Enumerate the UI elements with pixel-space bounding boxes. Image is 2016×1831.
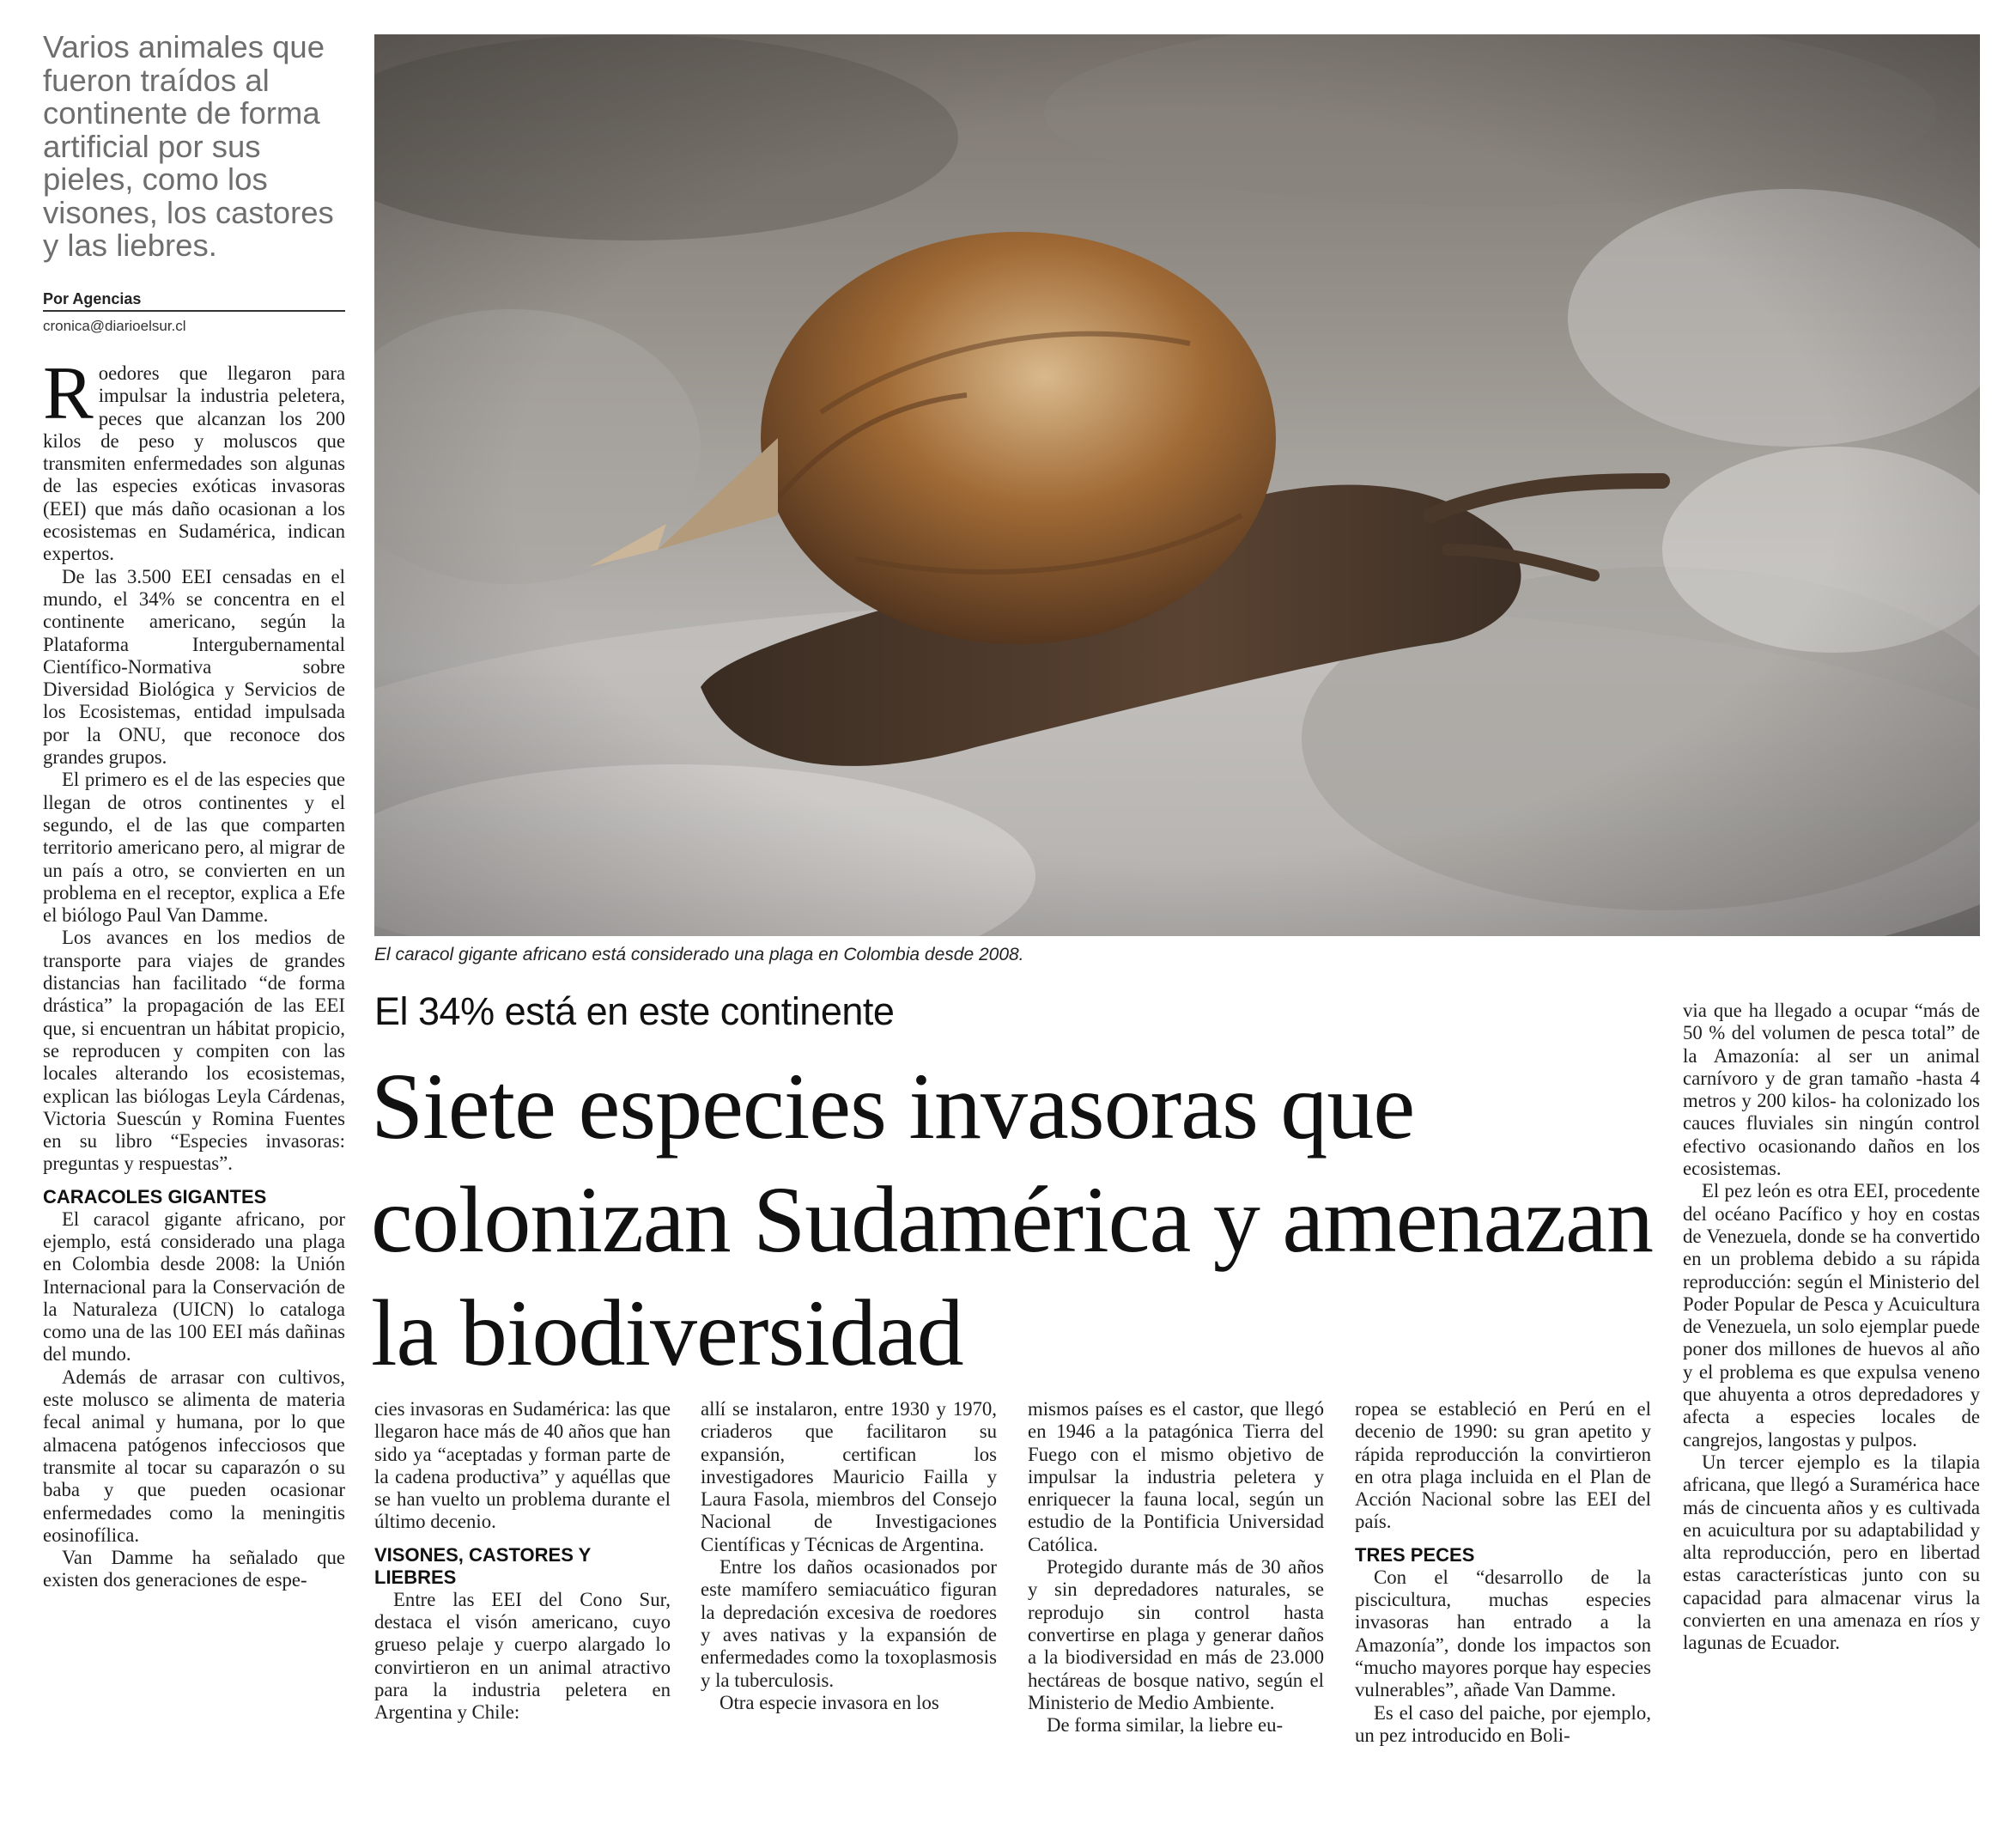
paragraph: cies invasoras en Sudamérica: las que llegaron hace más de 40 años que han sido ya “aceptadas y forman parte de la cadena productiva” y aquéllas que se han vuelto un problema durante el último decenio. [374, 1398, 671, 1533]
paragraph: Van Damme ha señalado que existen dos generaciones de espe- [43, 1547, 345, 1591]
byline: Por Agencias [43, 290, 345, 312]
photo-caption: El caracol gigante africano está considerado una plaga en Colombia desde 2008. [374, 945, 1024, 964]
article-column-5 [1355, 1398, 1651, 1747]
paragraph: mismos países es el castor, que llegó en 1946 a la patagónica Tierra del Fuego con el mismo objetivo de impulsar la industria peletera y enriquecer la fauna local, según un estudio de la Pontificia Universidad Católica. [1028, 1398, 1324, 1555]
paragraph-text: oedores que llegaron para impulsar la industria peletera, peces que alcanzan los 200 kilos de peso y moluscos que transmiten enfermedades son algunas de las especies exóticas invasoras (EEI) que más daño ocasionan a los ecosistemas en Sudamérica, indican expertos. [43, 362, 345, 565]
subheading-visones: VISONES, CASTORES Y LIEBRES [374, 1543, 591, 1588]
snail-photo [374, 34, 1980, 936]
kicker: El 34% está en este continente [374, 989, 895, 1033]
paragraph: allí se instalaron, entre 1930 y 1970, criaderos que facilitaron su expansión, certifican los investigadores Mauricio Failla y Laura Fasola, miembros del Consejo Nacional de Investigaciones Científicas y Técnicas de Argentina. [701, 1398, 997, 1555]
article-column-1 [43, 352, 345, 1592]
paragraph: Los avances en los medios de transporte para viajes de grandes distancias han facilitado “de forma drástica” la propagación de las EEI que, si encuentran un hábitat propicio, se reproducen y compiten con las locales alterando los ecosistemas, explican las biólogas Leyla Cárdenas, Victoria Suescún y Romina Fuentes en su libro “Especies invasoras: preguntas y respuestas”. [43, 927, 345, 1175]
author-email: cronica@diarioelsur.cl [43, 318, 186, 334]
paragraph: Entre las EEI del Cono Sur, destaca el visón americano, cuyo grueso pelaje y cuerpo alargado lo convirtieron en un animal atractivo para la industria peletera en Argentina y Chile: [374, 1588, 671, 1724]
paragraph: De forma similar, la liebre eu- [1047, 1714, 1284, 1737]
drop-cap: R [43, 352, 94, 435]
paragraph: Entre los daños ocasionados por este mamífero semiacuático figuran la depredación excesiva de roedores y aves nativas y la expansión de enfermedades como la toxoplasmosis y la tuberculosis. [701, 1556, 997, 1691]
paragraph: Además de arrasar con cultivos, este molusco se alimenta de materia fecal animal y humana, por lo que almacena patógenos infecciosos que transmite al tocar su caparazón o su baba y que pueden ocasionar enfermedades como la meningitis eosinofílica. [43, 1366, 345, 1546]
paragraph: Protegido durante más de 30 años y sin depredadores naturales, se reprodujo sin control hasta convertirse en plaga y generar daños a la biodiversidad en más de 23.000 hectáreas de bosque nativo, según el Ministerio de Medio Ambiente. [1028, 1556, 1324, 1713]
paragraph: Es el caso del paiche, por ejemplo, un pez introducido en Boli- [1355, 1701, 1651, 1746]
headline: Siete especies invasoras que colonizan Sudamérica y amenazan la biodiversidad [371, 1054, 1653, 1385]
paragraph: ropea se estableció en Perú en el decenio de 1990: su gran apetito y rápida reproducción la convirtieron en otra plaga incluida en el Plan de Acción Nacional sobre las EEI del país. [1355, 1398, 1651, 1533]
paragraph: De las 3.500 EEI censadas en el mundo, el 34% se concentra en el continente americano, según la Plataforma Intergubernamental Científico-Normativa sobre Diversidad Biológica y Servicios de los Ecosistemas, entidad impulsada por la ONU, que reconoce dos grandes grupos. [43, 565, 345, 769]
subheading-caracoles: CARACOLES GIGANTES [43, 1185, 267, 1207]
article-column-3 [701, 1398, 997, 1714]
paragraph: Un tercer ejemplo es la tilapia africana, que llegó a Suramérica hace más de cincuenta años y es cultivada en acuicultura por su adaptabilidad y alta reproducción, pero en libertad estas características junto con su capacidad para almacenar virus la convierten en una amenaza en ríos y lagunas de Ecuador. [1683, 1451, 1980, 1654]
subheading-tres-peces: TRES PECES [1355, 1543, 1475, 1566]
paragraph: El caracol gigante africano, por ejemplo, está considerado una plaga en Colombia desde 2008: la Unión Internacional para la Conservación de la Naturaleza (UICN) lo cataloga como una de las 100 EEI más dañinas del mundo. [43, 1207, 345, 1366]
snail-illustration [374, 34, 1980, 936]
lead-paragraph: Varios animales que fueron traídos al continente de forma artificial por sus pieles, como los visones, los castores y las liebres. [43, 29, 334, 263]
paragraph: Otra especie invasora en los [720, 1691, 939, 1713]
article-column-4 [1028, 1398, 1324, 1737]
article-column-2 [374, 1398, 671, 1725]
paragraph: via que ha llegado a ocupar “más de 50 % del volumen de pesca total” de la Amazonía: al ser un animal carnívoro y de gran tamaño -hasta 4 metros y 200 kilos- ha colonizado los cauces fluviales sin ningún control efectivo ocasionando daños en los ecosistemas. [1683, 1000, 1980, 1180]
paragraph: El primero es el de las especies que llegan de otros continentes y el segundo, el de las que comparten territorio americano pero, al migrar de un país a otro, se convierten en un problema en el receptor, explica a Efe el biólogo Paul Van Damme. [43, 769, 345, 927]
paragraph [43, 352, 345, 566]
article-column-6 [1683, 1000, 1980, 1655]
paragraph: Con el “desarrollo de la piscicultura, muchas especies invasoras han entrado a la Amazonía”, donde los impactos son “mucho mayores porque hay especies vulnerables”, añade Van Damme. [1355, 1566, 1651, 1701]
paragraph: El pez león es otra EEI, procedente del océano Pacífico y hoy en costas de Venezuela, donde se ha convertido en un problema debido a su rápida reproducción: según el Ministerio del Poder Popular de Pesca y Acuicultura de Venezuela, un solo ejemplar puede poner dos millones de huevos al año y el problema es que expulsa veneno que ahuyenta a otros depredadores y afecta a especies locales de cangrejos, langostas y pulpos. [1683, 1180, 1980, 1451]
